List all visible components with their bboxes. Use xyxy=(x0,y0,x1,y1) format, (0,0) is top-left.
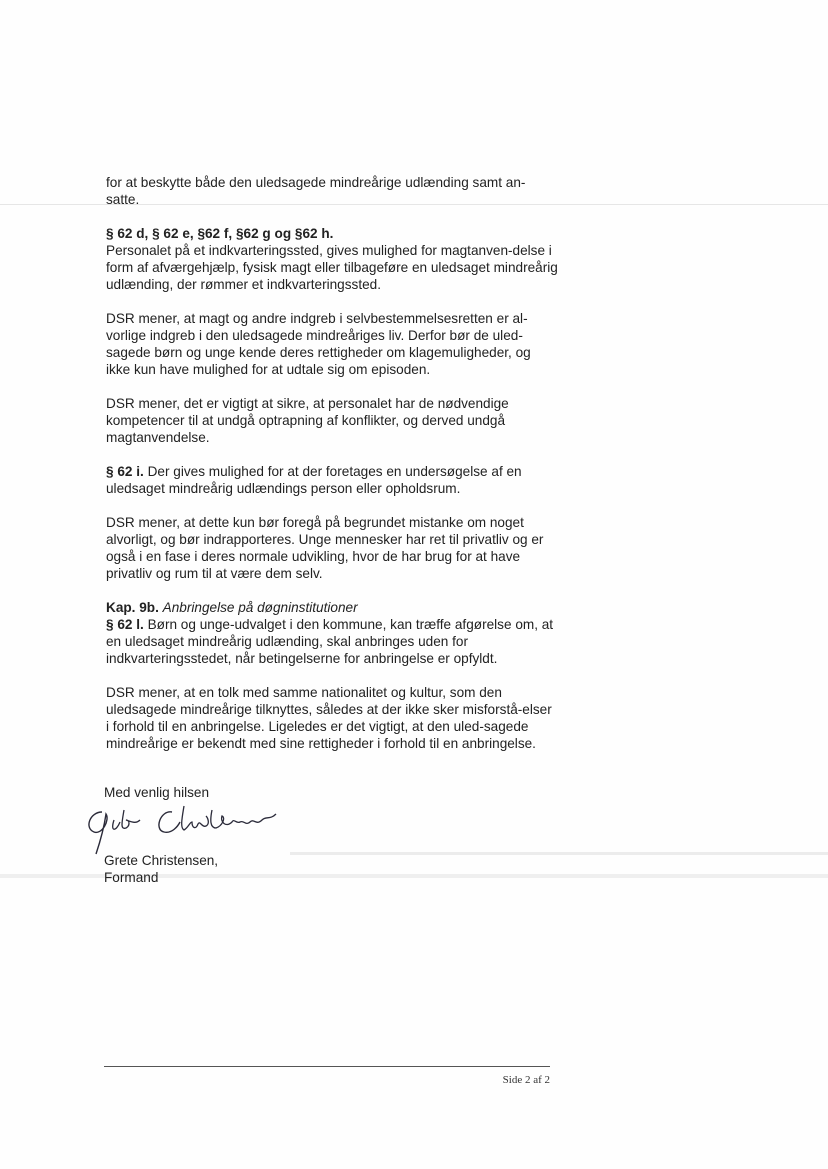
signer-title: Formand xyxy=(104,870,159,885)
section-text: Personalet på et indkvarteringssted, gives mulighed for magtanven-delse i form af afværgehjælp, fysisk magt eller tilbageføre en uledsaget mindreårig udlænding, der rømmer et indkvarteringssted. xyxy=(106,243,558,292)
letter-body xyxy=(106,174,558,752)
chapter-title: Anbringelse på døgninstitutioner xyxy=(162,600,358,615)
section-62d-h xyxy=(106,225,558,293)
paragraph: for at beskytte både den uledsagede mindreårige udlænding samt an-satte. xyxy=(106,175,526,207)
signer-name: Grete Christensen, xyxy=(104,853,219,868)
paragraph: DSR mener, at magt og andre indgreb i selvbestemmelsesretten er al-vorlige indgreb i den uledsagede mindreåriges liv. Derfor bør de uled-sagede børn og unge kende deres rettigheder om klagemuligheder, og ikke kun have mulighed for at udtale sig om episoden. xyxy=(106,311,531,377)
section-heading: § 62 l. xyxy=(106,617,144,632)
closing: Med venlig hilsen xyxy=(104,785,210,800)
footer-divider xyxy=(104,1066,550,1067)
section-text: Der gives mulighed for at der foretages en undersøgelse af en uledsaget mindreårig udlændings person eller opholdsrum. xyxy=(106,464,522,496)
chapter-heading: Kap. 9b. xyxy=(106,600,159,615)
section-62i xyxy=(106,463,558,497)
paragraph: DSR mener, det er vigtigt at sikre, at personalet har de nødvendige kompetencer til at undgå optrapning af konflikter, og derved undgå magtanvendelse. xyxy=(106,396,509,445)
section-heading: § 62 i. xyxy=(106,464,144,479)
chapter-9b xyxy=(106,599,558,667)
signer-block xyxy=(104,852,218,886)
section-heading: § 62 d, § 62 e, §62 f, §62 g og §62 h. xyxy=(106,226,334,241)
section-text: Børn og unge-udvalget i den kommune, kan træffe afgørelse om, at en uledsaget mindreårig udlænding, skal anbringes uden for indkvarteringsstedet, når betingelserne for anbringelse er opfyldt. xyxy=(106,617,554,666)
paragraph: DSR mener, at en tolk med samme nationalitet og kultur, som den uledsagede mindreårige tilknyttes, således at der ikke sker misforstå-elser i forhold til en anbringelse. Ligeledes er det vigtigt, at den uled-sagede mindreårige er bekendt med sine rettigheder i forhold til en anbringelse. xyxy=(106,685,552,751)
scan-artifact xyxy=(290,852,828,855)
paragraph: DSR mener, at dette kun bør foregå på begrundet mistanke om noget alvorligt, og bør indrapporteres. Unge mennesker har ret til privatliv og er også i en fase i deres normale udvikling, hvor de har brug for at have privatliv og rum til at være dem selv. xyxy=(106,515,544,581)
page-number: Side 2 af 2 xyxy=(502,1074,550,1086)
handwritten-signature xyxy=(80,798,290,858)
